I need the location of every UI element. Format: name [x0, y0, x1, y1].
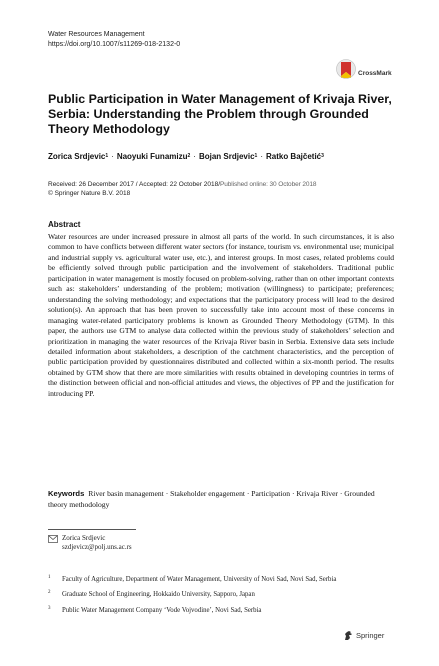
author-name[interactable]: Ratko Bajčetić — [265, 152, 322, 161]
author-affiliation-number: 1 — [254, 153, 258, 159]
affiliation-number: 2 — [48, 590, 51, 595]
keywords-section — [48, 489, 394, 510]
springer-logo — [343, 629, 403, 643]
crossmark-icon — [336, 58, 356, 82]
author-name[interactable]: Zorica Srdjevic — [48, 152, 106, 161]
envelope-icon — [48, 535, 58, 543]
received-accepted-date: Received: 26 December 2017 / Accepted: 22 October 2018/ — [48, 181, 220, 188]
corresponding-author-name: Zorica Srdjevic — [62, 534, 106, 542]
footnote-divider — [48, 529, 136, 530]
affiliation-number: 1 — [48, 575, 51, 580]
author-name[interactable]: Naoyuki Funamizu — [116, 152, 188, 161]
keywords-label: Keywords — [48, 489, 85, 498]
article-dates — [48, 180, 316, 189]
affiliation-text: Public Water Management Company ‘Vode Vojvodine’, Novi Sad, Serbia — [62, 607, 262, 614]
author-affiliation-number: 1 — [105, 153, 109, 159]
published-date: Published online: 30 October 2018 — [220, 181, 317, 188]
journal-name: Water Resources Management — [48, 31, 145, 38]
keywords-text: River basin management · Stakeholder engagement · Participation · Krivaja River · Grounded theory methodology — [48, 489, 375, 509]
copyright-notice: © Springer Nature B.V. 2018 — [48, 190, 131, 197]
corresponding-author-email[interactable]: szdjevicz@polj.uns.ac.rs — [62, 543, 132, 551]
author-affiliation-number: 2 — [187, 153, 191, 159]
abstract-text: Water resources are under increased pressure in almost all parts of the world. In such circumstances, it is also common to have conflicts between different water sectors (for instance, tourism vs. environmental use; municipal and industrial supply vs. agricultural water use, etc.), and interest groups. In most cases, related problems could be efficiently solved through public participation and the involvement of stakeholders. Traditional public participation in water management is mostly focused on problem-solving, rather than on other important contexts such as: stakeholders’ understanding of the problem; motivation (willingness) to participate; preferences; understanding the solving methodology; and expectations that the participatory process will lead to the desired solution(s). An approach that has been proven to successfully take into account most of these concerns in managing water-related participatory problems is known as Grounded Theory Methodology (GTM). In this paper, the authors use GTM to analyse data collected within the previous study of stakeholders’ selection and prioritization in managing the water resources of the Krivaja River basin in Serbia. Extensive data sets include detailed information about stakeholders, a description of the catchment characteristics, and the perception of public participation provided by questionnaires distributed and collected within a six-month period. The results obtained by GTM show that there are more similarities with results obtained in developing countries in terms of the distinction between official and non-official attitudes and views, the objectives of PP and the justification for introducing PP. — [48, 232, 394, 398]
author-affiliation-number: 3 — [321, 153, 324, 159]
affiliation-text: Faculty of Agriculture, Department of Water Management, University of Novi Sad, Novi Sad, Serbia — [62, 576, 337, 583]
crossmark-badge[interactable] — [336, 58, 396, 86]
affiliation-number: 3 — [48, 606, 51, 611]
author-list: Zorica Srdjevic$^1$ · Naoyuki Funamizu$^2$ · Bojan Srdjevic$^1$ · Ratko Bajčetić$^3$ — [48, 152, 324, 161]
doi-link[interactable]: https://doi.org/10.1007/s11269-018-2132-0 — [48, 41, 181, 48]
paper-title: Public Participation in Water Management of Krivaja River, Serbia: Understanding the Problem through Grounded Theory Methodology — [48, 92, 392, 136]
affiliation-text: Graduate School of Engineering, Hokkaido University, Sapporo, Japan — [62, 591, 255, 598]
abstract-heading: Abstract — [48, 220, 81, 229]
author-name[interactable]: Bojan Srdjevic — [198, 152, 255, 161]
crossmark-label: CrossMark — [358, 70, 392, 77]
springer-horse-icon — [343, 630, 354, 641]
springer-label: Springer — [356, 631, 385, 640]
